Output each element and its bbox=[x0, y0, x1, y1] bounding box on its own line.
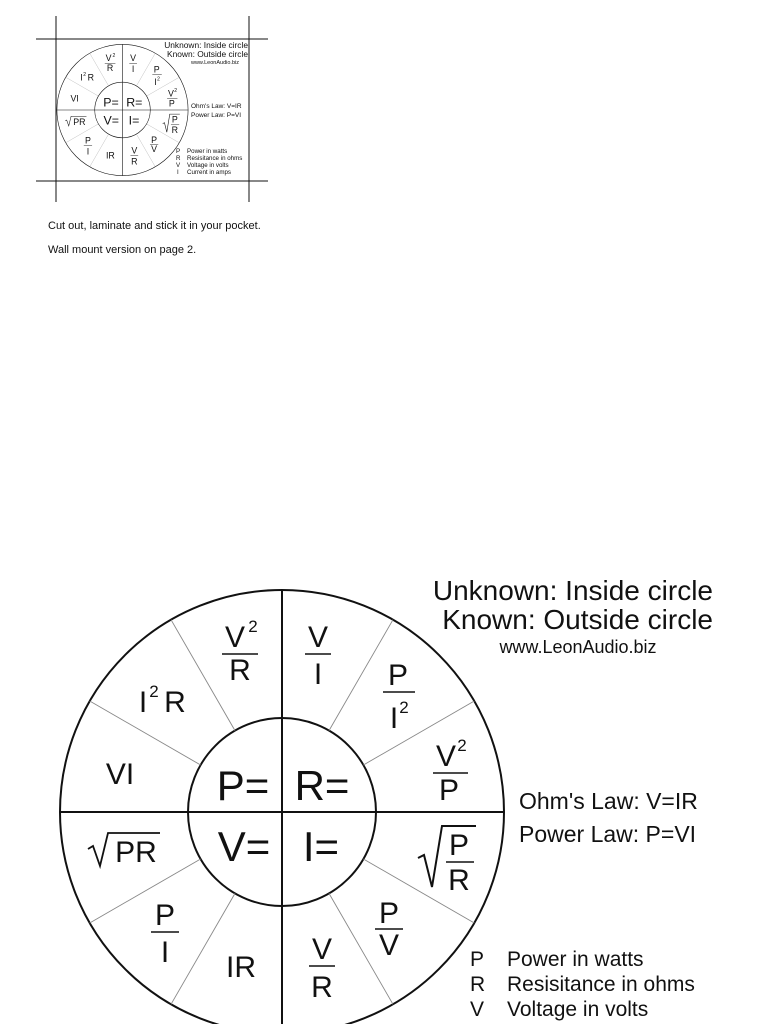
small-legend-text: Power in watts bbox=[187, 148, 228, 155]
website-url: www.LeonAudio.biz bbox=[499, 637, 657, 657]
legend-text: Resisitance in ohms bbox=[507, 973, 695, 996]
legend-symbol: V bbox=[470, 998, 485, 1021]
small-legend-symbol: R bbox=[176, 155, 181, 162]
small-header-line1: Unknown: Inside circle bbox=[164, 40, 248, 50]
legend-symbol: P bbox=[470, 948, 485, 971]
small-website: www.LeonAudio.biz bbox=[190, 60, 240, 66]
small-legend-text: Voltage in volts bbox=[187, 162, 229, 169]
legend-symbol: R bbox=[470, 973, 486, 996]
legend bbox=[470, 948, 695, 1024]
ohms-law: Ohm's Law: V=IR bbox=[519, 788, 698, 814]
header-known: Known: Outside circle bbox=[442, 604, 713, 635]
small-power-law: Power Law: P=VI bbox=[191, 112, 242, 119]
header-unknown: Unknown: Inside circle bbox=[432, 575, 713, 606]
small-legend-symbol: I bbox=[177, 169, 179, 176]
wall-mount-note: Wall mount version on page 2. bbox=[48, 244, 197, 256]
small-legend-text: Resisitance in ohms bbox=[187, 155, 243, 162]
small-ohms-law: Ohm's Law: V=IR bbox=[191, 103, 242, 110]
small-legend-symbol: P bbox=[176, 148, 181, 155]
small-header-line2: Known: Outside circle bbox=[167, 49, 248, 59]
large-header-text bbox=[433, 575, 713, 847]
power-law: Power Law: P=VI bbox=[519, 821, 697, 847]
legend-text: Power in watts bbox=[507, 948, 644, 971]
small-legend-symbol: V bbox=[176, 162, 181, 169]
cutout-instruction: Cut out, laminate and stick it in your pocket. bbox=[48, 220, 261, 232]
ohms-law-wheel-large bbox=[60, 590, 504, 1024]
small-legend-text: Current in amps bbox=[187, 169, 232, 176]
legend-text: Voltage in volts bbox=[507, 998, 649, 1021]
